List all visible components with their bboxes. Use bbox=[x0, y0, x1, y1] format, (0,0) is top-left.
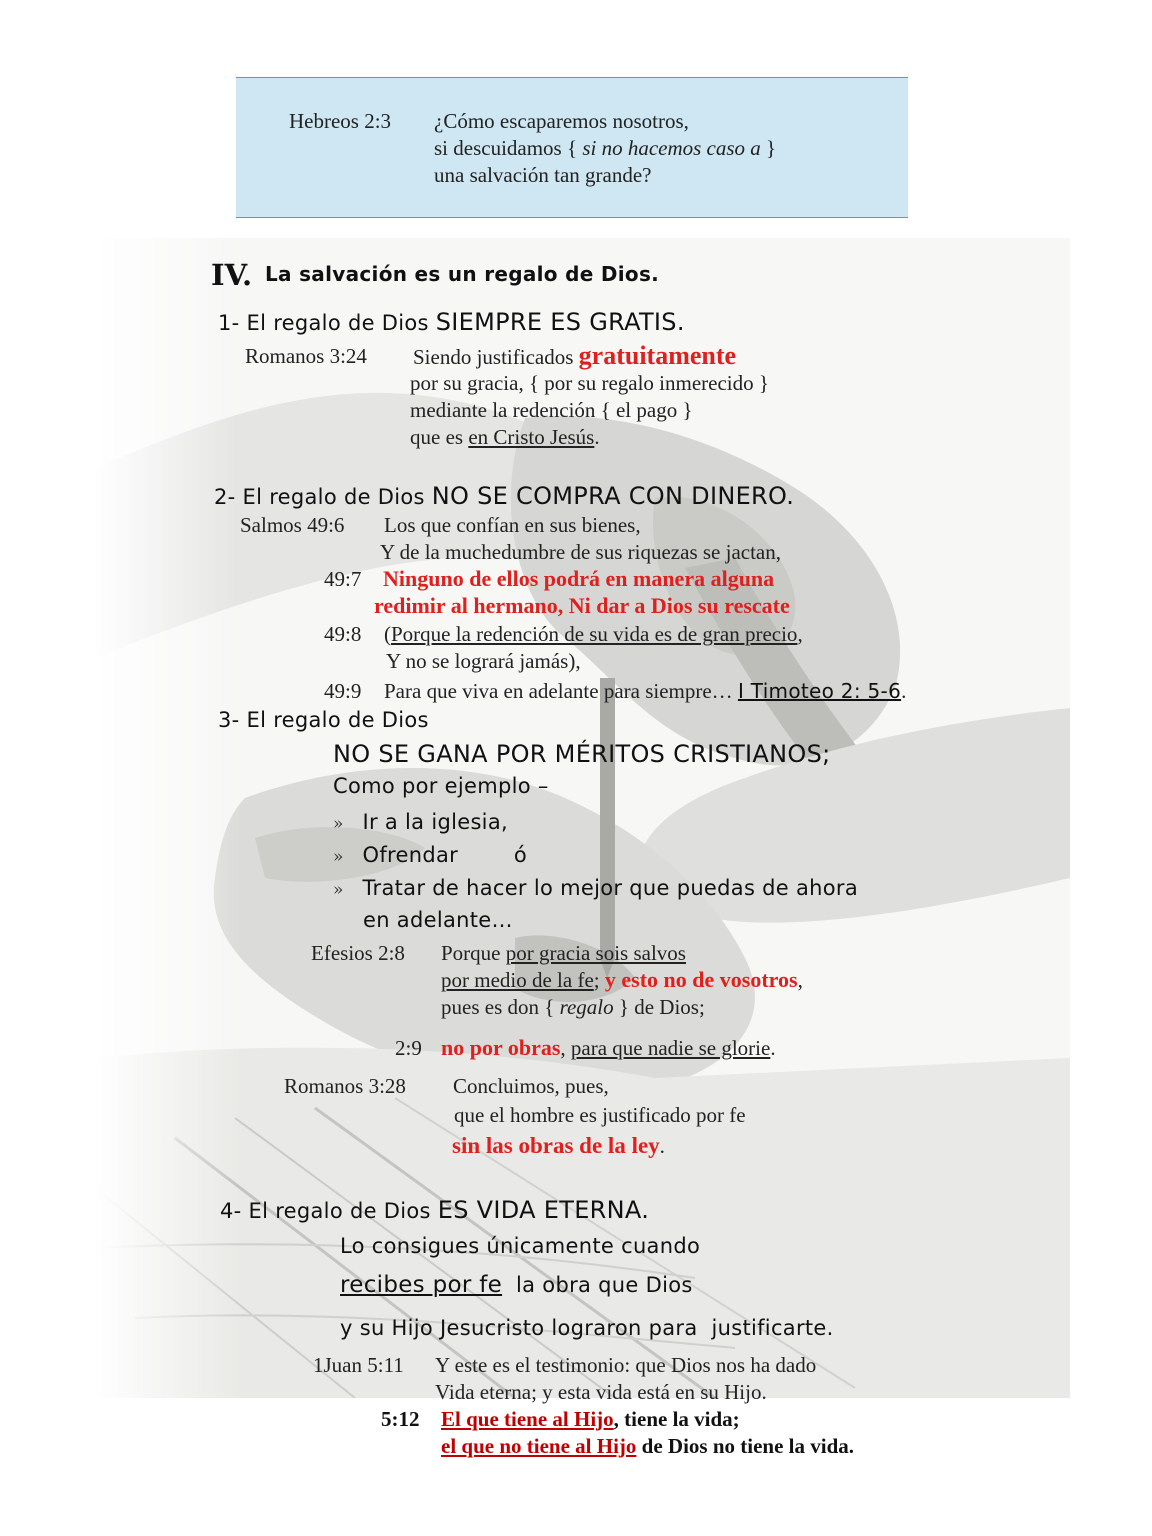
point-4-heading: 4- El regalo de Dios ES VIDA ETERNA. bbox=[220, 1196, 650, 1224]
double-arrow-icon: » bbox=[333, 847, 344, 867]
bullet-item-3: » Tratar de hacer lo mejor que puedas de ahora bbox=[333, 876, 859, 900]
point-4-ref: 1Juan 5:11 bbox=[313, 1353, 404, 1377]
point-3-heading: 3- El regalo de Dios bbox=[218, 708, 429, 732]
point-3-eph-line-2: por medio de la fe; y esto no de vosotros, bbox=[441, 967, 803, 992]
point-3-ref-2: Romanos 3:28 bbox=[284, 1074, 406, 1098]
point-4-john-line-1: Y este es el testimonio: que Dios nos ha dado bbox=[435, 1353, 817, 1377]
quote-line-1: ¿Cómo escaparemos nosotros, bbox=[434, 109, 689, 133]
quote-reference: Hebreos 2:3 bbox=[289, 109, 392, 133]
point-4-line-1: Lo consigues únicamente cuando bbox=[340, 1234, 701, 1258]
verse-2-9: 2:9 bbox=[395, 1036, 422, 1060]
verse-49-9: 49:9 bbox=[324, 679, 362, 703]
verse-49-7: 49:7 bbox=[324, 567, 362, 591]
point-3-intro: Como por ejemplo – bbox=[333, 774, 549, 798]
point-4-line-3: y su Hijo Jesucristo lograron para justificarte. bbox=[340, 1316, 834, 1340]
point-3-subheading: NO SE GANA POR MÉRITOS CRISTIANOS; bbox=[333, 740, 831, 768]
point-3-eph-line-1: Porque por gracia sois salvos bbox=[441, 941, 686, 965]
point-3-rom-line-3: sin las obras de la ley. bbox=[452, 1133, 665, 1158]
point-2-line-2: Y de la muchedumbre de sus riquezas se jactan, bbox=[380, 540, 781, 564]
point-2-line-4: redimir al hermano, Ni dar a Dios su rescate bbox=[374, 593, 790, 618]
point-4-john-line-2: Vida eterna; y esta vida está en su Hijo. bbox=[435, 1380, 767, 1404]
quote-line-3: una salvación tan grande? bbox=[434, 163, 652, 187]
point-2-line-1: Los que confían en sus bienes, bbox=[384, 513, 641, 537]
point-4-john-line-4: el que no tiene al Hijo de Dios no tiene la vida. bbox=[441, 1434, 855, 1458]
point-2-ref: Salmos 49:6 bbox=[240, 513, 345, 537]
point-2-line-3: Ninguno de ellos podrá en manera alguna bbox=[383, 566, 775, 591]
point-1-line-4: que es en Cristo Jesús. bbox=[410, 425, 600, 449]
bullet-item-1: » Ir a la iglesia, bbox=[333, 810, 508, 834]
bullet-item-2: » Ofrendar ó bbox=[333, 843, 528, 867]
point-3-rom-line-2: que el hombre es justificado por fe bbox=[454, 1103, 746, 1127]
section-title: La salvación es un regalo de Dios. bbox=[265, 262, 660, 286]
point-3-ref-1: Efesios 2:8 bbox=[311, 941, 405, 965]
quote-line-2: si descuidamos { si no hacemos caso a } bbox=[434, 136, 777, 160]
point-4-john-line-3: El que tiene al Hijo, tiene la vida; bbox=[441, 1407, 740, 1431]
point-2-heading: 2- El regalo de Dios NO SE COMPRA CON DINERO. bbox=[214, 482, 795, 510]
point-2-line-5: (Porque la redención de su vida es de gran precio, bbox=[384, 622, 803, 646]
double-arrow-icon: » bbox=[333, 814, 344, 834]
point-3-eph-line-3: pues es don { regalo } de Dios; bbox=[441, 995, 705, 1019]
point-2-line-6: Y no se logrará jamás), bbox=[386, 649, 581, 673]
verse-49-8: 49:8 bbox=[324, 622, 362, 646]
scripture-quote-box bbox=[236, 77, 908, 218]
point-1-line-2: por su gracia, { por su regalo inmerecido } bbox=[410, 371, 769, 395]
point-3-eph-line-4: no por obras, para que nadie se glorie. bbox=[441, 1035, 776, 1060]
section-numeral: IV. bbox=[211, 258, 253, 292]
verse-5-12: 5:12 bbox=[381, 1407, 420, 1431]
bullet-item-3-continued: en adelante… bbox=[363, 908, 513, 932]
point-4-line-2: recibes por fe la obra que Dios bbox=[340, 1272, 693, 1298]
double-arrow-icon: » bbox=[333, 880, 344, 900]
point-3-rom-line-1: Concluimos, pues, bbox=[453, 1074, 609, 1098]
point-1-line-1: Siendo justificados gratuitamente bbox=[413, 341, 737, 370]
point-1-heading: 1- El regalo de Dios SIEMPRE ES GRATIS. bbox=[218, 308, 685, 336]
point-2-line-7: Para que viva en adelante para siempre… I Timoteo 2: 5-6. bbox=[384, 679, 907, 703]
point-1-ref: Romanos 3:24 bbox=[245, 344, 367, 368]
point-1-line-3: mediante la redención { el pago } bbox=[410, 398, 693, 422]
